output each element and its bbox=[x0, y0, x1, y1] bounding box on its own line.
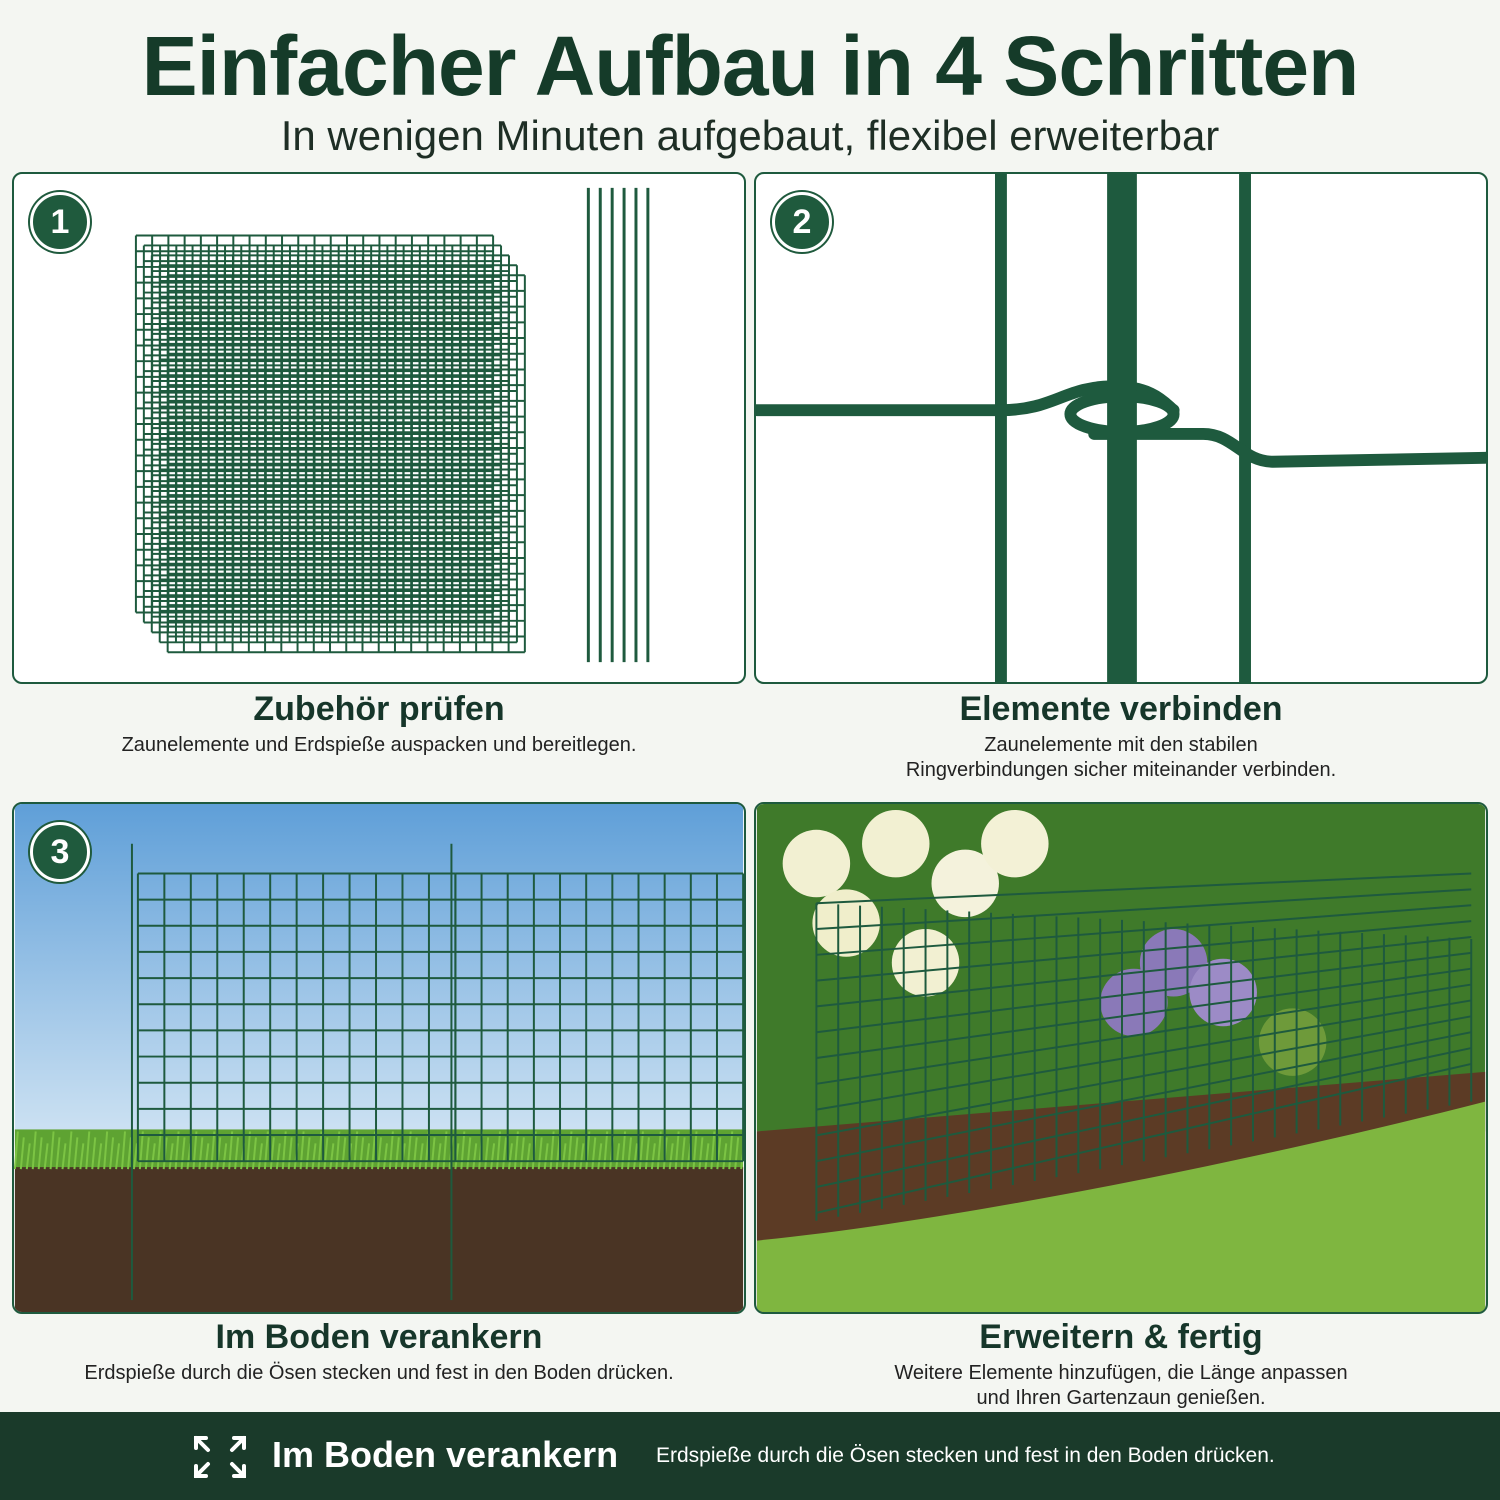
step-3-caption bbox=[12, 1318, 746, 1386]
step-1-description: Zaunelemente und Erdspieße auspacken und bereitlegen. bbox=[121, 734, 637, 756]
step-2-caption bbox=[754, 690, 1488, 783]
footer-text: Erdspieße durch die Ösen stecken und fest in den Boden drücken. bbox=[656, 1444, 1275, 1467]
step-4-title: Erweitern & fertig bbox=[979, 1318, 1263, 1356]
step-4-caption bbox=[754, 1318, 1488, 1411]
step-1-image-panel bbox=[12, 172, 746, 684]
step-3-badge: 3 bbox=[30, 822, 90, 882]
step-2-description bbox=[754, 733, 1488, 783]
step-3-title: Im Boden verankern bbox=[215, 1318, 543, 1356]
step-4-image-panel bbox=[754, 802, 1488, 1314]
step-4-description-line-2: und Ihren Gartenzaun genießen. bbox=[976, 1387, 1266, 1409]
step-2-title: Elemente verbinden bbox=[959, 690, 1283, 728]
fence-panels-and-stakes-illustration bbox=[14, 174, 744, 682]
step-3-image-panel bbox=[12, 802, 746, 1314]
step-3-description: Erdspieße durch die Ösen stecken und fest in den Boden drücken. bbox=[84, 1362, 674, 1384]
page-subtitle: In wenigen Minuten aufgebaut, flexibel erweiterbar bbox=[280, 112, 1220, 159]
step-1-caption bbox=[12, 690, 746, 758]
fence-in-ground-illustration bbox=[14, 804, 744, 1312]
garden-fence-scene bbox=[756, 804, 1486, 1312]
step-2-description-line-1: Zaunelemente mit den stabilen bbox=[984, 734, 1258, 756]
footer-title: Im Boden verankern bbox=[272, 1434, 619, 1475]
step-4-description-line-1: Weitere Elemente hinzufügen, die Länge anpassen bbox=[894, 1362, 1348, 1384]
ring-connection-closeup bbox=[756, 174, 1486, 682]
step-2-description-line-2: Ringverbindungen sicher miteinander verbinden. bbox=[905, 759, 1337, 781]
footer-bar bbox=[0, 1412, 1500, 1500]
step-4-description bbox=[754, 1361, 1488, 1411]
expand-arrows-icon bbox=[190, 1432, 250, 1482]
step-2-image-panel bbox=[754, 172, 1488, 684]
page-title: Einfacher Aufbau in 4 Schritten bbox=[141, 19, 1359, 113]
step-1-badge: 1 bbox=[30, 192, 90, 252]
step-2-badge: 2 bbox=[772, 192, 832, 252]
step-1-title: Zubehör prüfen bbox=[253, 690, 505, 728]
